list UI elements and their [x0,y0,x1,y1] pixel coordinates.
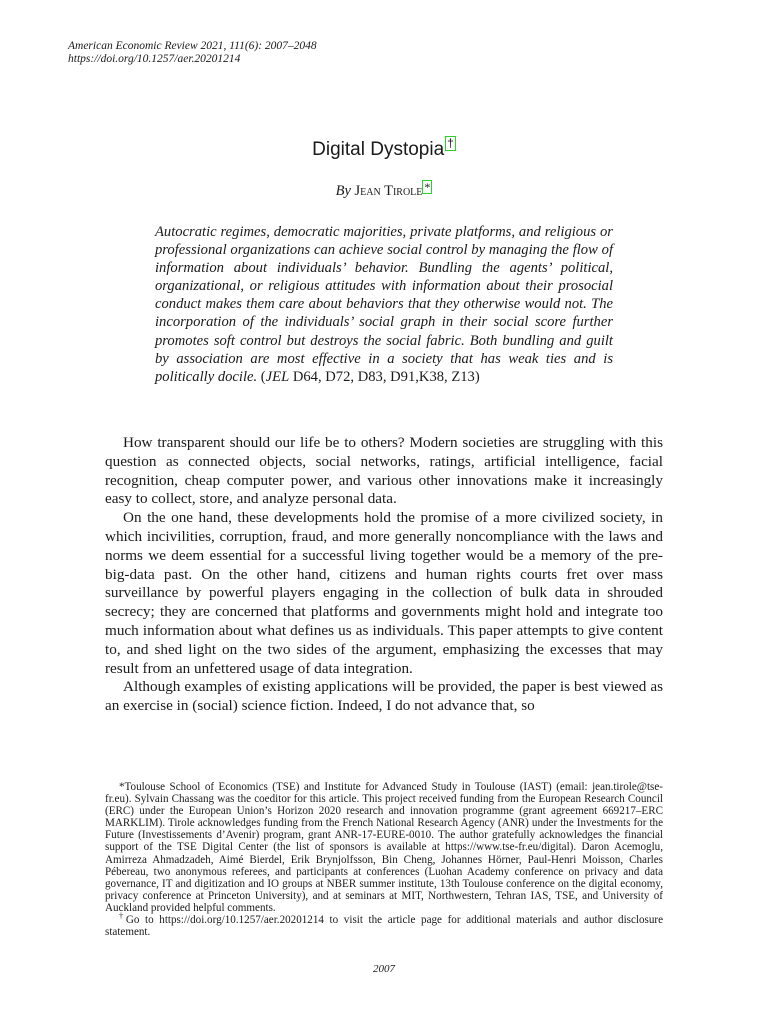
body-paragraph: Although examples of existing applications will be provided, the paper is best viewed as an exercise in (social) science fiction. Indeed, I do not advance that, so [105,678,663,715]
page-number: 2007 [373,963,395,975]
title-footnote-text: Go to https://doi.org/10.1257/aer.20201214 to visit the article page for additional materials and author disclosure statement. [105,914,664,939]
author-byline [0,180,768,200]
doi-link[interactable]: https://doi.org/10.1257/aer.20201214 [68,53,241,65]
journal-citation: American Economic Review 2021, 111(6): 2007–2048 [68,40,317,52]
article-title-text: Digital Dystopia [312,139,445,160]
abstract-text: Autocratic regimes, democratic majorities, private platforms, and religious or professional organizations can achieve social control by managing the flow of information about individuals’ behavior. Bundling the agents’ political, organizational, or religious attitudes with information about their prosocial conduct makes them care about behaviors that they otherwise would not. The incorporation of the individuals’ social graph in their social score further promotes soft control but destroys the social fabric. Both bundling and guilt by association are most effective in a society that has weak ties and is politically docile. [155,224,613,385]
jel-codes: D64, D72, D83, D91,K38, Z13) [289,368,480,385]
author-name: Jean Tirole [354,183,423,199]
article-body [105,434,663,716]
abstract [155,223,613,386]
journal-header [68,40,317,66]
jel-open: ( [260,368,266,385]
byline-prefix: By [335,183,351,199]
body-paragraph: On the one hand, these developments hold the promise of a more civilized society, in which incivilities, corruption, fraud, and more generally noncompliance with the laws and norms we deem essential for a successful living together would be a memory of the pre-big-data past. On the other hand, citizens and human rights courts fret over mass surveillance by powerful players engaging in the collection of bulk data in shrouded secrecy; they are concerned that platforms and governments might hold and integrate too much information about what defines us as individuals. This paper attempts to give content to, and shed light on the two sides of the argument, emphasizing the excesses that may result from an unfettered usage of data integration. [105,509,663,677]
article-title [0,136,768,162]
title-footnote [105,911,664,939]
body-paragraph: How transparent should our life be to others? Modern societies are struggling with this question as connected objects, social networks, ratings, artificial intelligence, facial recognition, cheap computer power, and various other innovations make it increasingly easy to collect, store, and analyze personal data. [105,434,663,508]
footnotes [105,781,663,938]
dagger-mark: † [119,911,126,921]
author-footnote: *Toulouse School of Economics (TSE) and Institute for Advanced Study in Toulouse (IAST) (email: jean.tirole@tse-fr.eu). Sylvain Chassang was the coeditor for this article. This project received funding from the European Research Council (ERC) under the European Union’s Horizon 2020 research and innovation programme (grant agreement 669217–ERC MARKLIM). Tirole acknowledges funding from the French National Research Agency (ANR) under the Investments for the Future (Investissements d’Avenir) program, grant ANR-17-EURE-0010. The author gratefully acknowledges the financial support of the TSE Digital Center (the list of sponsors is available at https://www.tse-fr.eu/digital). Daron Acemoglu, Amirreza Ahmadzadeh, Aimé Bierdel, Erik Brynjolfsson, Bin Cheng, Johannes Hörner, Paul-Henri Moisson, Charles Pébereau, two anonymous referees, and participants at conferences (Luohan Academy conference on privacy and data governance, IT and digitization and IO groups at NBER summer institute, 13th Toulouse conference on the digital economy, privacy conference at Princeton University), and at seminars at MIT, Northwestern, Tehran IAS, TSE, and University of Auckland provided helpful comments. [105,781,663,914]
title-footnote-link[interactable]: † [447,136,454,150]
author-footnote-link[interactable]: * [424,180,431,194]
jel-label: JEL [265,368,290,385]
